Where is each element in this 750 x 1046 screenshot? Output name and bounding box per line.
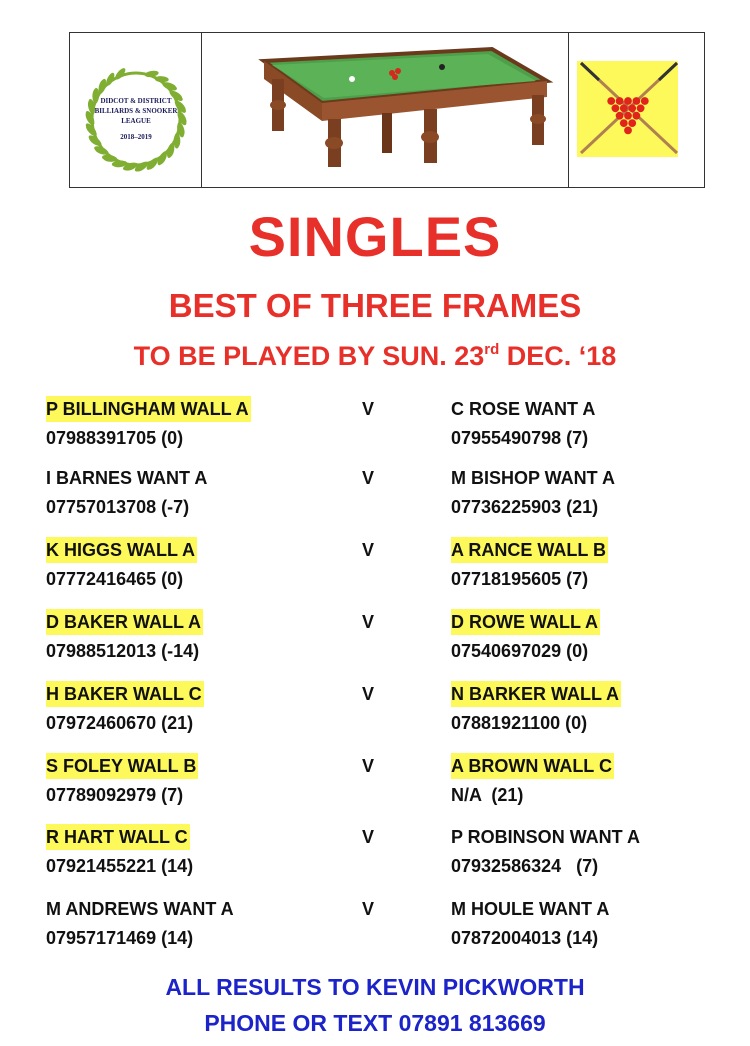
fixture-row (0, 607, 750, 679)
red-ball-icon (633, 112, 641, 120)
home-player-name: K HIGGS WALL A (46, 537, 197, 563)
home-player-name: D BAKER WALL A (46, 609, 203, 635)
home-player-name: M ANDREWS WANT A (46, 899, 234, 919)
home-player-name: R HART WALL C (46, 824, 190, 850)
league-logo (70, 33, 202, 187)
page-title: SINGLES (248, 205, 502, 268)
red-ball-icon (628, 119, 636, 127)
away-player-phone: 07955490798 (7) (451, 428, 589, 448)
away-player-name: A BROWN WALL C (451, 753, 614, 779)
away-player-phone: 07718195605 (7) (451, 569, 589, 589)
logo-line: LEAGUE (121, 117, 151, 125)
away-player-name: C ROSE WANT A (451, 399, 596, 419)
red-ball-icon (641, 97, 649, 105)
home-player-phone: 07972460670 (21) (46, 713, 194, 733)
versus-label: V (362, 540, 375, 560)
fixture-row (0, 894, 750, 966)
snooker-table-image (202, 33, 569, 187)
red-ball-icon (612, 104, 620, 112)
versus-label: V (362, 756, 375, 776)
home-player-name: S FOLEY WALL B (46, 753, 198, 779)
away-player-name: M HOULE WANT A (451, 899, 610, 919)
fixture-row (0, 679, 750, 751)
red-ball-icon (616, 97, 624, 105)
league-badge (569, 33, 704, 187)
home-player-phone: 07789092979 (7) (46, 785, 184, 805)
fixture-row (0, 822, 750, 894)
logo-line: BILLIARDS & SNOOKER (94, 107, 178, 115)
away-player-phone: 07932586324 (7) (451, 856, 599, 876)
versus-label: V (362, 468, 375, 488)
red-ball-icon (624, 127, 632, 135)
home-player-phone: 07988391705 (0) (46, 428, 184, 448)
home-player-phone: 07988512013 (-14) (46, 641, 200, 661)
fixture-row (0, 751, 750, 823)
footer-contact: PHONE OR TEXT 07891 813669 (204, 1010, 546, 1036)
red-ball-icon (624, 112, 632, 120)
versus-label: V (362, 399, 375, 419)
logo-text (70, 96, 202, 126)
deadline-prefix: TO BE PLAYED BY SUN. 23 (133, 341, 485, 371)
deadline-rest: DEC. ‘18 (499, 341, 617, 371)
home-player-name: H BAKER WALL C (46, 681, 204, 707)
versus-label: V (362, 827, 375, 847)
home-player-phone: 07772416465 (0) (46, 569, 184, 589)
red-ball-icon (637, 104, 645, 112)
fixture-row (0, 535, 750, 607)
header-banner (69, 32, 705, 188)
deadline (0, 337, 750, 375)
home-player-name: I BARNES WANT A (46, 468, 208, 488)
away-player-phone: 07736225903 (21) (451, 497, 599, 517)
away-player-phone: 07881921100 (0) (451, 713, 588, 733)
away-player-name: N BARKER WALL A (451, 681, 621, 707)
red-ball-icon (607, 97, 615, 105)
crossed-cues-icon (569, 33, 704, 189)
red-ball-icon (628, 104, 636, 112)
snooker-table-icon (202, 33, 569, 189)
red-ball-icon (633, 97, 641, 105)
red-ball-icon (620, 104, 628, 112)
logo-line: DIDCOT & DISTRICT (100, 97, 172, 105)
home-player-phone: 07757013708 (-7) (46, 497, 190, 517)
fixture-row (0, 463, 750, 535)
away-player-name: A RANCE WALL B (451, 537, 608, 563)
away-player-phone: N/A (21) (451, 785, 524, 805)
page-subtitle: BEST OF THREE FRAMES (168, 287, 582, 324)
versus-label: V (362, 899, 375, 919)
red-ball-icon (616, 112, 624, 120)
home-player-phone: 07921455221 (14) (46, 856, 194, 876)
red-ball-icon (624, 97, 632, 105)
away-player-phone: 07872004013 (14) (451, 928, 599, 948)
deadline-ordinal: rd (484, 341, 500, 358)
home-player-name: P BILLINGHAM WALL A (46, 396, 251, 422)
logo-season: 2018–2019 (120, 133, 152, 141)
versus-label: V (362, 612, 375, 632)
footer-results: ALL RESULTS TO KEVIN PICKWORTH (165, 974, 585, 1000)
versus-label: V (362, 684, 375, 704)
home-player-phone: 07957171469 (14) (46, 928, 194, 948)
fixture-row (0, 394, 750, 466)
red-ball-icon (620, 119, 628, 127)
away-player-name: M BISHOP WANT A (451, 468, 616, 488)
away-player-name: P ROBINSON WANT A (451, 827, 641, 847)
away-player-phone: 07540697029 (0) (451, 641, 589, 661)
away-player-name: D ROWE WALL A (451, 609, 600, 635)
